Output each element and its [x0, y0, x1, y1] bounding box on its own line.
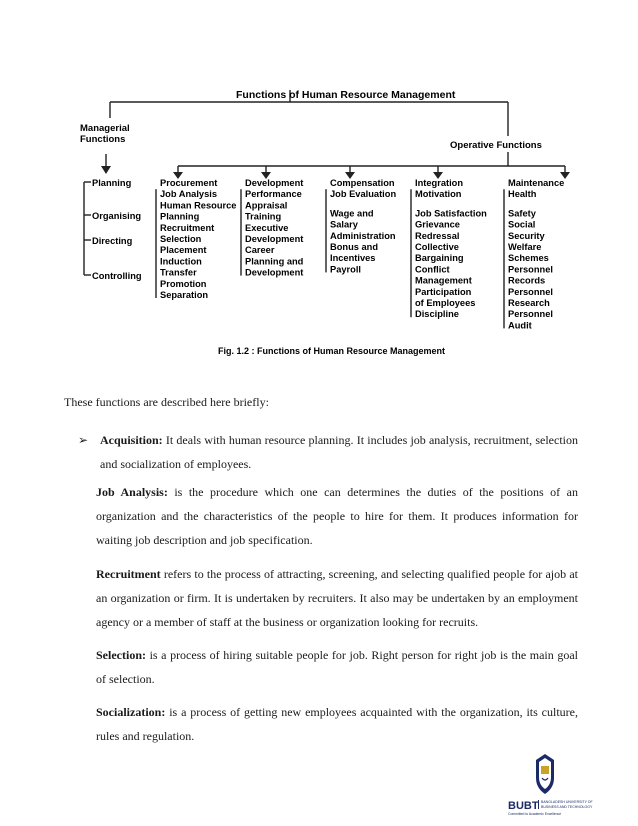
managerial-item-controlling: Controlling [92, 271, 142, 281]
column-item: Human Resource [160, 200, 237, 211]
column-item: Redressal [415, 230, 460, 241]
column-item: Salary [330, 219, 358, 230]
section-socialization [96, 700, 578, 748]
section-job-analysis [96, 480, 578, 552]
column-item: Separation [160, 290, 209, 300]
managerial-item-organising: Organising [92, 211, 142, 221]
acquisition-label: Acquisition: [100, 433, 163, 447]
column-heading: Integration [415, 178, 464, 188]
column-heading: Procurement [160, 178, 218, 188]
acquisition-description: It deals with human resource planning. It includes job analysis, recruitment, selection and socialization of employees. [100, 433, 578, 471]
column-item: Social [508, 219, 536, 230]
column-item: Welfare [508, 242, 542, 252]
operative-columns [156, 178, 564, 330]
column-item: Planning and [245, 256, 304, 267]
column-item: Security [508, 230, 545, 241]
column-item: Personnel [508, 264, 553, 275]
column-item: Research [508, 298, 550, 308]
column-item: Appraisal [245, 200, 288, 211]
column-item: Job Satisfaction [415, 208, 487, 219]
column-item: Health [508, 189, 537, 200]
column-item: Planning [160, 211, 200, 222]
column-item: Personnel [508, 286, 553, 297]
column-item: Participation [415, 286, 472, 297]
column-item: Discipline [415, 309, 459, 320]
column-item: Executive [245, 222, 289, 233]
acquisition-bullet [78, 428, 578, 476]
column-heading: Compensation [330, 178, 395, 188]
managerial-label-line2: Functions [80, 134, 126, 145]
section-selection [96, 643, 578, 691]
section-recruitment [96, 562, 578, 634]
hrm-functions-chart [60, 78, 610, 360]
column-item: Bargaining [415, 253, 464, 264]
bubt-logo [508, 752, 593, 818]
column-item: Conflict [415, 264, 450, 275]
column-item: Recruitment [160, 222, 215, 233]
section-label: Socialization: [96, 705, 166, 719]
column-item: Records [508, 275, 546, 286]
column-item: Transfer [160, 267, 197, 278]
column-item: of Employees [415, 298, 476, 308]
column-item: Performance [245, 189, 302, 200]
column-item: Development [245, 267, 304, 278]
column-item: Development [245, 234, 304, 244]
column-item: Safety [508, 208, 536, 219]
column-item: Bonus and [330, 242, 379, 252]
column-item: Training [245, 211, 282, 222]
column-item: Job Analysis [160, 189, 218, 200]
column-item: Selection [160, 234, 202, 244]
logo-tagline: Committed to Academic Excellence [508, 812, 562, 816]
managerial-item-directing: Directing [92, 236, 133, 246]
section-label: Recruitment [96, 567, 161, 581]
column-item: Management [415, 275, 472, 286]
column-item: Grievance [415, 219, 460, 230]
column-item: Career [245, 245, 275, 256]
column-item: Collective [415, 242, 459, 252]
column-heading: Development [245, 178, 304, 188]
acquisition-text [100, 428, 578, 476]
managerial-item-planning: Planning [92, 178, 132, 188]
logo-full-name: BANGLADESH UNIVERSITY OF BUSINESS AND TECHNOLOGY [538, 800, 593, 809]
section-text: refers to the process of attracting, screening, and selecting qualified people for ajob at an organization or firm. It is undertaken by recruiters. It also may be undertaken by an employment agency or a member of staff at the business or organization looking for recruits. [96, 567, 578, 629]
intro-text: These functions are described here briefly: [64, 395, 269, 409]
chart-title: Functions of Human Resource Management [236, 89, 456, 101]
section-text: is a process of hiring suitable people for job. Right person for right job is the main goal of selection. [96, 648, 578, 686]
column-item: Induction [160, 256, 202, 267]
section-label: Selection: [96, 648, 146, 662]
section-text: is the procedure which one can determines the duties of the positions of an organization and the characteristics of the people to hire for them. It produces information for waiting job description and job specification. [96, 485, 579, 547]
managerial-label-line1: Managerial [80, 123, 130, 134]
column-item: Schemes [508, 253, 549, 264]
column-item: Placement [160, 245, 207, 256]
column-item: Wage and [330, 208, 374, 219]
column-item: Payroll [330, 264, 362, 275]
column-item: Promotion [160, 278, 207, 289]
figure-caption: Fig. 1.2 : Functions of Human Resource Management [218, 346, 446, 356]
column-item: Personnel [508, 309, 553, 320]
bubt-crest-icon [534, 752, 556, 796]
column-item: Motivation [415, 189, 462, 200]
column-item: Incentives [330, 253, 376, 264]
section-label: Job Analysis: [96, 485, 168, 499]
arrow-bullet-icon: ➢ [78, 433, 89, 447]
section-text: is a process of getting new employees acquainted with the organization, its culture, rules and regulation. [96, 705, 578, 743]
operative-label: Operative Functions [450, 140, 542, 151]
column-heading: Maintenance [508, 178, 565, 188]
column-item: Job Evaluation [330, 189, 397, 200]
logo-acronym: BUBT [508, 800, 539, 812]
chart-connectors [84, 90, 570, 275]
column-item: Administration [330, 230, 396, 241]
column-item: Audit [508, 320, 532, 331]
